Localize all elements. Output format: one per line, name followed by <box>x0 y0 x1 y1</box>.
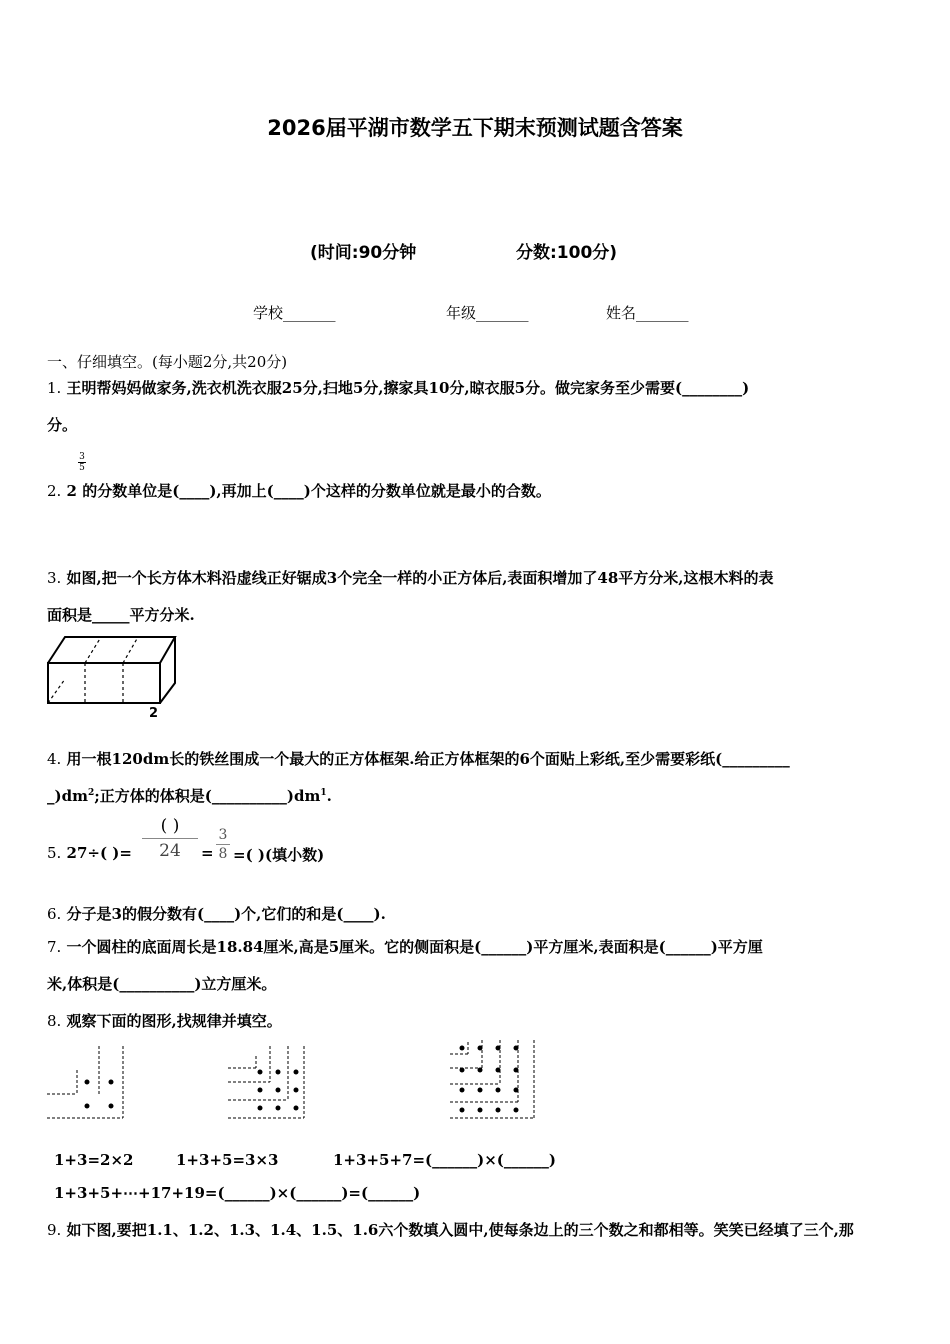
dot <box>294 1088 299 1093</box>
question-1-cont: 分。 <box>47 416 78 434</box>
dot-pattern-4x4 <box>450 1038 540 1122</box>
dot <box>294 1106 299 1111</box>
question-7-cont: 米,体积是(__________)立方厘米。 <box>47 975 277 993</box>
expression-tail: =( )(填小数) <box>233 846 325 864</box>
equation-3: 1+3+5+7=(______)×(______) <box>333 1151 556 1169</box>
exam-score: 分数:100分) <box>516 243 618 263</box>
question-text: 一个圆柱的底面周长是18.84厘米,高是5厘米。它的侧面积是(______)平方厘米,表面积是(______)平方厘 <box>66 938 763 956</box>
dot <box>496 1108 501 1113</box>
question-text: 的分数单位是(____),再加上(____)个这样的分数单位就是最小的合数。 <box>82 482 551 500</box>
superscript: 1 <box>320 788 327 798</box>
dot <box>109 1104 114 1109</box>
fraction-three-fifths <box>78 452 86 473</box>
dot <box>258 1070 263 1075</box>
question-text: 用一根120dm长的铁丝围成一个最大的正方体框架.给正方体框架的6个面贴上彩纸,至少需要彩纸(_________ <box>66 750 790 768</box>
question-8 <box>47 1010 282 1031</box>
question-text: 观察下面的图形,找规律并填空。 <box>66 1012 282 1030</box>
superscript: 2 <box>87 788 95 798</box>
cut-line <box>85 637 101 663</box>
text-segment: _)dm <box>47 787 88 805</box>
dot <box>85 1080 90 1085</box>
dot <box>478 1068 483 1073</box>
figure-label: 2 <box>149 706 159 721</box>
dot <box>478 1046 483 1051</box>
dot <box>514 1046 519 1051</box>
question-number: 5. <box>47 844 62 862</box>
dot <box>460 1088 465 1093</box>
dot <box>258 1088 263 1093</box>
question-1 <box>47 377 749 398</box>
dot <box>258 1106 263 1111</box>
fraction-denominator: 24 <box>142 838 198 863</box>
hidden-edge <box>48 679 65 703</box>
equals-sign: = <box>201 844 214 862</box>
fraction-numerator: ( ) <box>160 816 180 836</box>
dot <box>276 1088 281 1093</box>
dot <box>460 1108 465 1113</box>
dot <box>294 1070 299 1075</box>
dot <box>85 1104 90 1109</box>
dot <box>496 1046 501 1051</box>
fraction-three-eighths <box>216 826 230 863</box>
page-title: 2026届平湖市数学五下期末预测试题含答案 <box>267 116 683 140</box>
question-3 <box>47 567 774 588</box>
equation-1: 1+3=2×2 <box>54 1151 134 1169</box>
dot <box>514 1108 519 1113</box>
dot <box>460 1068 465 1073</box>
cuboid-figure <box>45 633 180 723</box>
equation-2: 1+3+5=3×3 <box>176 1151 279 1169</box>
dot <box>460 1046 465 1051</box>
fraction-denominator: 5 <box>79 463 85 473</box>
dot <box>514 1088 519 1093</box>
exam-time: (时间:90分钟 <box>310 243 417 263</box>
question-text: 如下图,要把1.1、1.2、1.3、1.4、1.5、1.6六个数填入圆中,使每条边上的三个数之和都相等。笑笑已经填了三个,那 <box>66 1221 854 1239</box>
question-text: 分子是3的假分数有(____)个,它们的和是(____). <box>66 905 386 923</box>
cut-line <box>123 637 138 663</box>
question-6 <box>47 903 386 924</box>
cuboid-top <box>48 637 175 663</box>
dot <box>478 1088 483 1093</box>
mixed-number-whole: 2 <box>66 482 77 500</box>
equation-4: 1+3+5+⋯+17+19=(______)×(______)=(______) <box>54 1184 421 1202</box>
dot <box>276 1070 281 1075</box>
dot <box>109 1080 114 1085</box>
section-heading: 一、仔细填空。(每小题2分,共20分) <box>47 353 288 371</box>
question-text: 王明帮妈妈做家务,洗衣机洗衣服25分,扫地5分,擦家具10分,晾衣服5分。做完家务至少需要(________) <box>66 379 750 397</box>
text-segment: ;正方体的体积是(__________)dm <box>94 787 321 805</box>
question-7 <box>47 936 763 957</box>
question-4 <box>47 748 790 769</box>
fraction-denominator: 8 <box>216 844 230 863</box>
cuboid-side <box>160 637 175 703</box>
question-number: 1. <box>47 379 62 397</box>
name-field: 姓名_______ <box>606 304 689 322</box>
question-number: 7. <box>47 938 62 956</box>
school-field: 学校_______ <box>253 304 336 322</box>
dot <box>514 1068 519 1073</box>
question-number: 6. <box>47 905 62 923</box>
question-2 <box>47 480 551 501</box>
fraction-blank <box>142 814 198 863</box>
dot-pattern-2x2 <box>47 1042 132 1122</box>
question-number: 2. <box>47 482 62 500</box>
question-4-cont <box>47 785 332 806</box>
question-text: 如图,把一个长方体木料沿虚线正好锯成3个完全一样的小正方体后,表面积增加了48平方分米,这根木料的表 <box>66 569 774 587</box>
dot-pattern-3x3 <box>228 1042 313 1122</box>
expression-lead: 27÷( )= <box>66 844 132 862</box>
fraction-numerator: 3 <box>218 827 228 843</box>
question-number: 3. <box>47 569 62 587</box>
question-number: 4. <box>47 750 62 768</box>
question-3-cont: 面积是_____平方分米. <box>47 606 195 624</box>
question-9 <box>47 1219 854 1240</box>
grade-field: 年级_______ <box>446 304 529 322</box>
dot <box>496 1088 501 1093</box>
dot <box>478 1108 483 1113</box>
dot <box>496 1068 501 1073</box>
fraction-numerator: 3 <box>79 452 85 462</box>
question-number: 9. <box>47 1221 62 1239</box>
question-number: 8. <box>47 1012 62 1030</box>
dot <box>276 1106 281 1111</box>
cuboid-front <box>48 663 160 703</box>
question-5 <box>47 844 132 862</box>
text-segment: . <box>326 787 332 805</box>
